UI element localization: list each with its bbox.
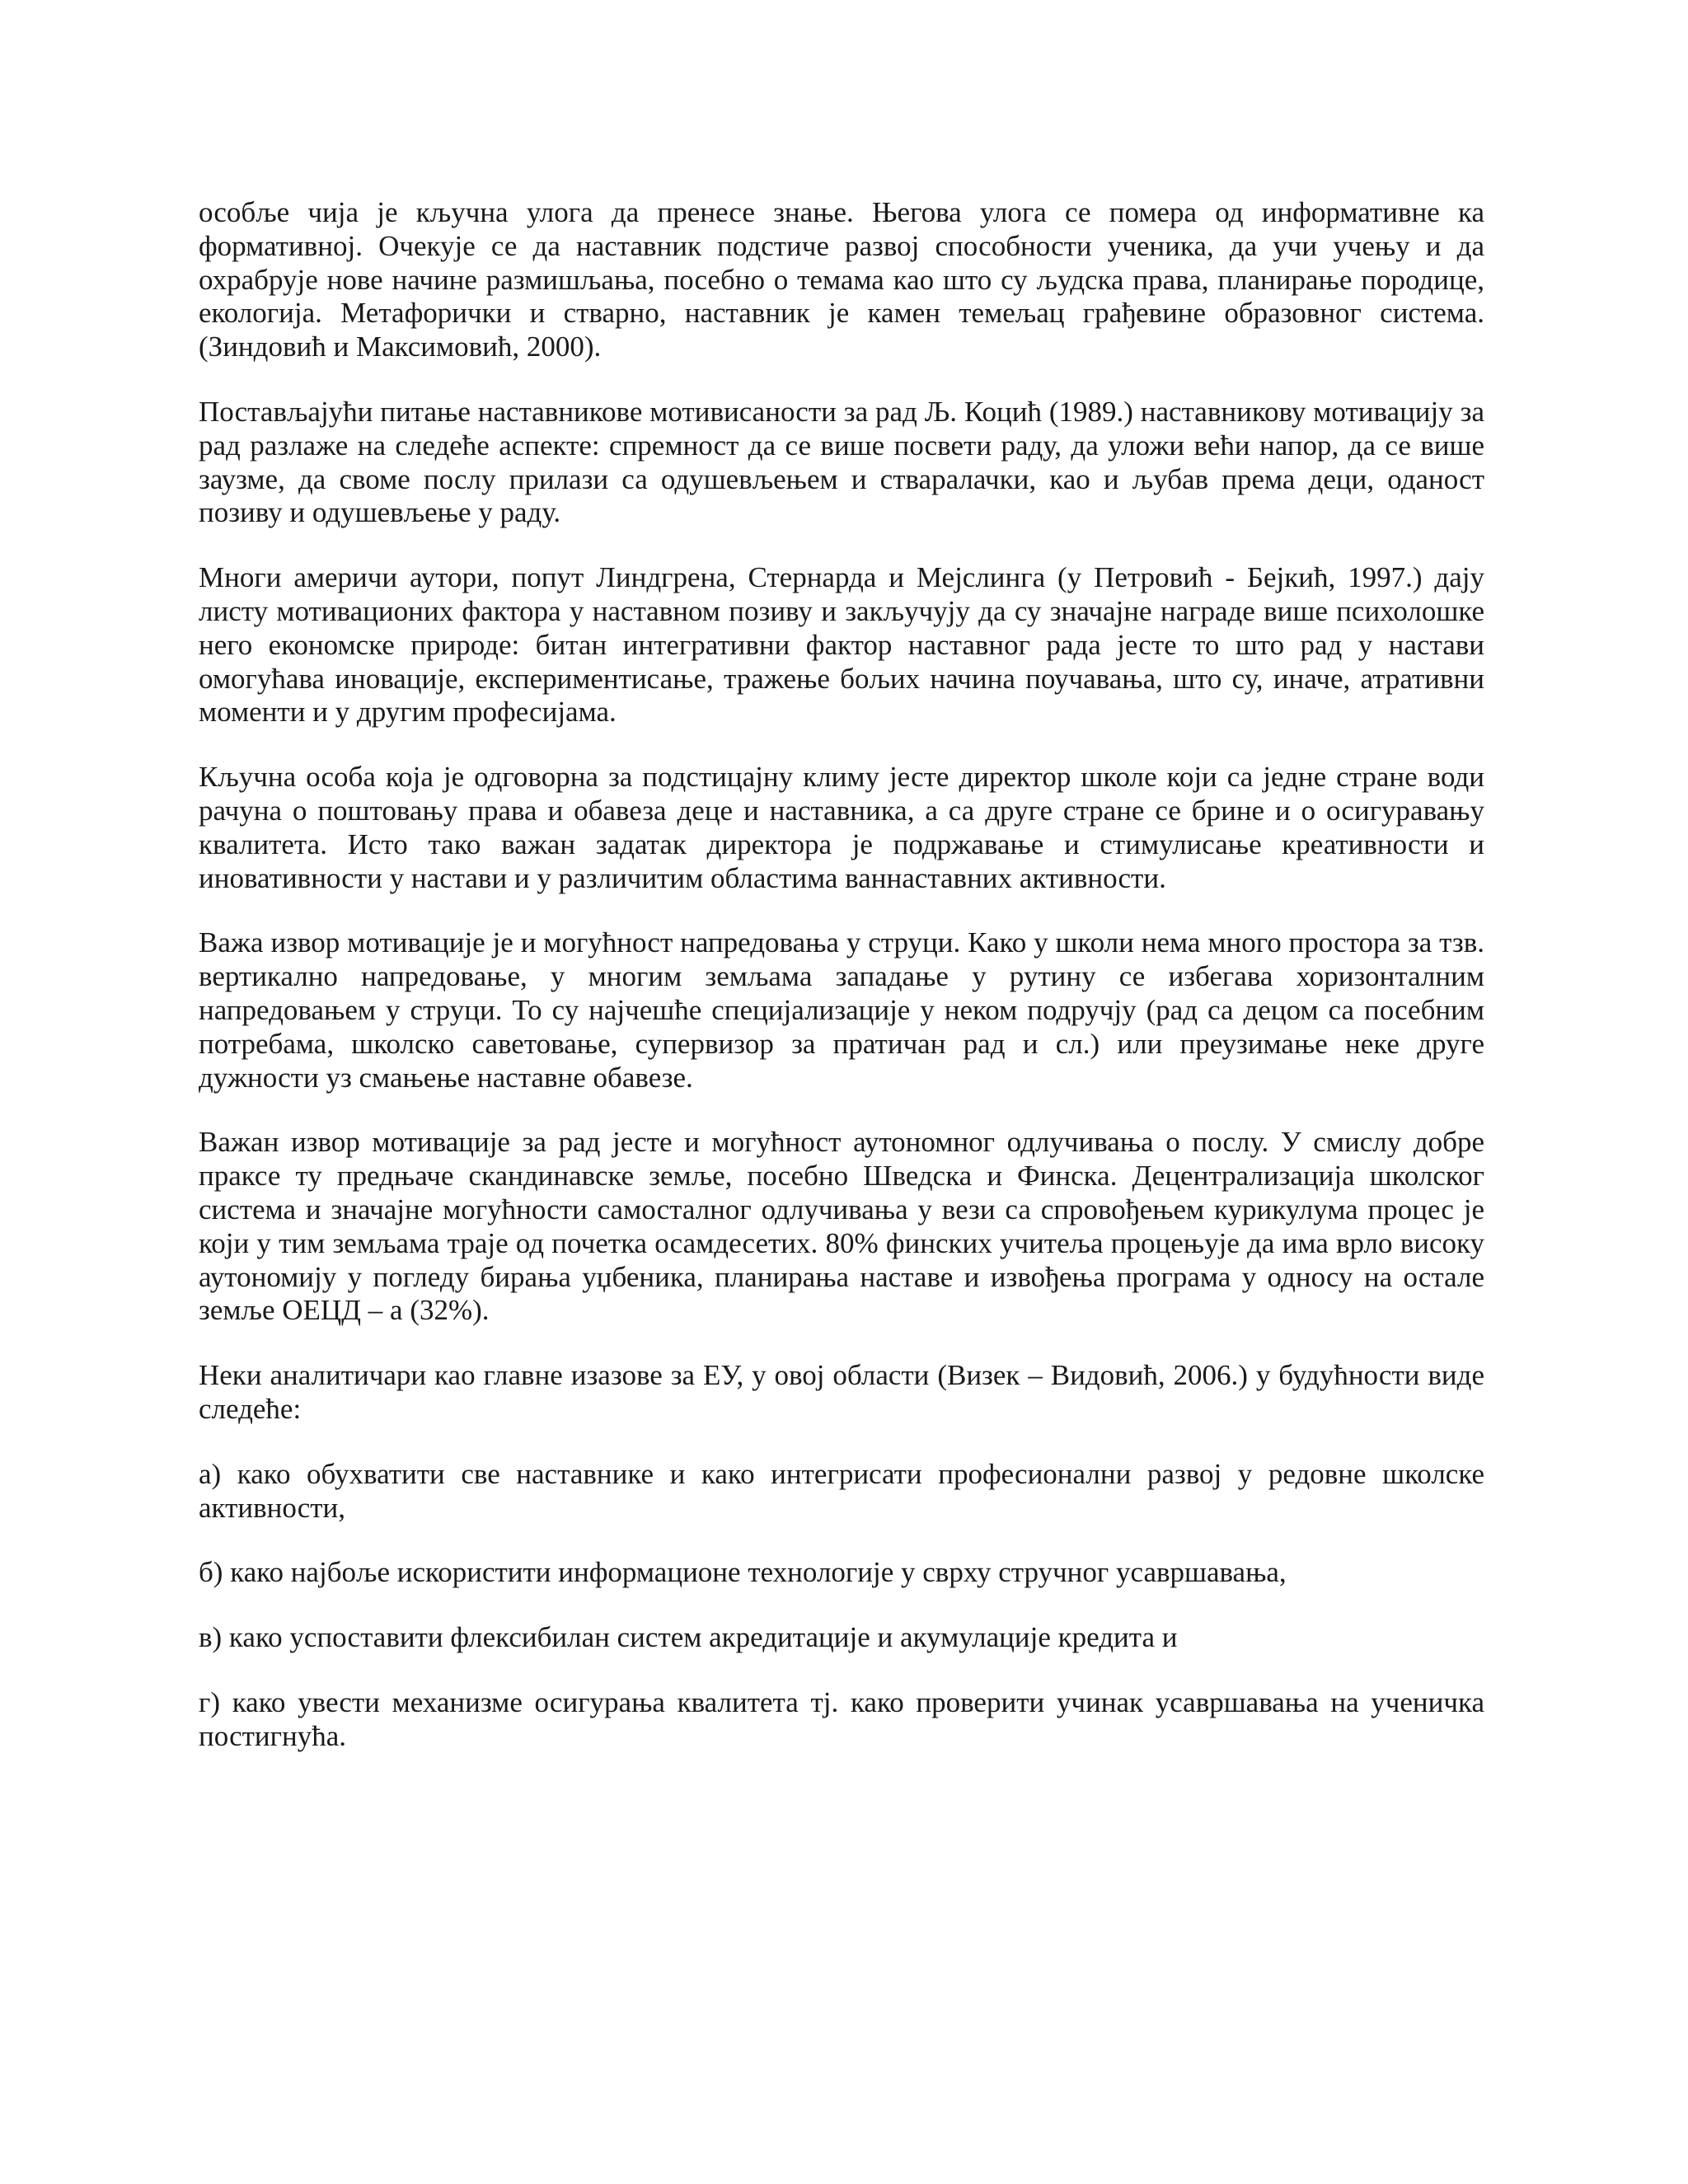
paragraph-1: особље чија је кључна улога да пренесе знање. Његова улога се помера од информативне ка формативној. Очекује се да наставник подстиче развој способности ученика, да учи учењу и да охрабрује нове начине размишљања, посебно о темама као што су људска права, планирање породице, екологија. Метафорички и стварно, наставник је камен темељац грађевине образовног система. (Зиндовић и Максимовић, 2000).	[199, 196, 1484, 363]
list-item-a: а) како обухватити све наставнике и како интегрисати професионални развој у редовне школске активности,	[199, 1457, 1484, 1524]
paragraph-4: Кључна особа која је одговорна за подстицајну климу јесте директор школе који са једне стране води рачуна о поштовању права и обавеза деце и наставника, а са друге стране се брине и о осигуравању квалитета. Исто тако важан задатак директора је подржавање и стимулисање креативности и иновативности у настави и у различитим областима ваннаставних активности.	[199, 761, 1484, 894]
document-body	[199, 196, 1484, 1753]
list-item-d: г) како увести механизме осигурања квалитета тј. како проверити учинак усавршавања на ученичка постигнућа.	[199, 1685, 1484, 1752]
list-item-c: в) како успоставити флексибилан систем акредитације и акумулације кредита и	[199, 1621, 1178, 1654]
list-item-b: б) како најбоље искористити информационе технологије у сврху стручног усавршавања,	[199, 1556, 1287, 1589]
paragraph-6: Важан извор мотивације за рад јесте и могућност аутономног одлучивања о послу. У смислу добре праксе ту предњаче скандинавске земље, посебно Шведска и Финска. Децентрализација школског система и значајне могућности самосталног одлучивања у вези са спровођењем курикулума процес је који у тим земљама траје од почетка осамдесетих. 80% финских учитеља процењује да има врло високу аутономију у погледу бирања уџбеника, планирања наставе и извођења програма у односу на остале земље ОЕЦД – а (32%).	[199, 1126, 1484, 1327]
paragraph-7: Неки аналитичари као главне изазове за ЕУ, у овој области (Визек – Видовић, 2006.) у будућности виде следеће:	[199, 1359, 1484, 1425]
paragraph-5: Важа извор мотивације је и могућност напредовања у струци. Како у школи нема много простора за тзв. вертикално напредовање, у многим земљама западање у рутину се избегава хоризонталним напредовањем у струци. То су најчешће специјализације у неком подручју (рад са децом са посебним потребама, школско саветовање, супервизор за пратичан рад и сл.) или преузимање неке друге дужности уз смањење наставне обавезе.	[199, 926, 1484, 1094]
paragraph-3: Многи америчи аутори, попут Линдгрена, Стернарда и Мејслинга (у Петровић - Бејкић, 1997.) дају листу мотивационих фактора у наставном позиву и закључују да су значајне награде више психолошке него економске природе: битан интегративни фактор наставног рада јесте то што рад у настави омогућава иновације, експериментисање, тражење бољих начина поучавања, што су, иначе, атративни моменти и у другим професијама.	[199, 561, 1484, 729]
paragraph-2: Постављајући питање наставникове мотивисаности за рад Љ. Коцић (1989.) наставникову мотивацију за рад разлаже на следеће аспекте: спремност да се више посвети раду, да уложи већи напор, да се више заузме, да своме послу прилази са одушевљењем и стваралачки, као и љубав према деци, оданост позиву и одушевљење у раду.	[199, 395, 1484, 529]
